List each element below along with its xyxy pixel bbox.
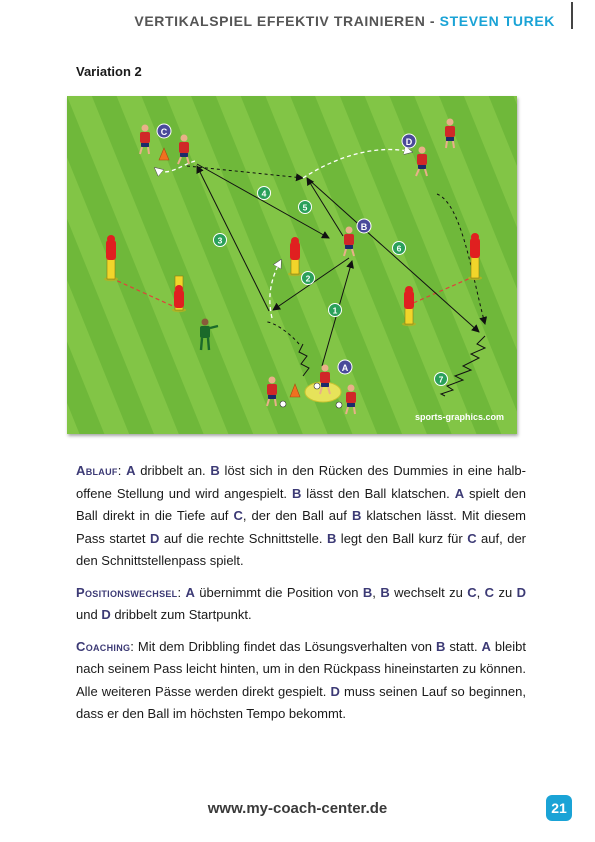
svg-text:A: A bbox=[341, 363, 349, 373]
player-ref: D bbox=[101, 607, 111, 622]
text-span: : bbox=[117, 463, 127, 478]
text-span: spielt den Ball direkt in die Tiefe auf bbox=[76, 485, 526, 523]
page-number: 21 bbox=[546, 795, 572, 821]
svg-text:B: B bbox=[360, 222, 368, 232]
player-ref: B bbox=[380, 584, 390, 600]
training-diagram bbox=[67, 96, 517, 434]
paragraph-coaching bbox=[76, 636, 526, 726]
text-span: : bbox=[177, 584, 186, 600]
step-badge-6 bbox=[393, 242, 406, 255]
step-badge-1 bbox=[329, 304, 342, 317]
ball-icon bbox=[336, 402, 342, 408]
text-span: legt den Ball kurz für bbox=[336, 530, 468, 546]
text-span: bleibt nach seinem Pass leicht hinten, um in den Rückpass hineinstarten zu können. Alle weiteren Pässe werden direkt gespielt. bbox=[76, 638, 526, 699]
text-span: , der den Ball auf bbox=[242, 508, 352, 523]
badge-b bbox=[357, 219, 371, 233]
player-ref: B bbox=[291, 485, 302, 501]
player-ref: C bbox=[484, 584, 495, 600]
text-span: löst sich in den Rücken des Dummies in eine halboffene Stellung und wird angespielt. bbox=[76, 463, 527, 501]
player-ref: C bbox=[233, 508, 243, 523]
text-span: klatschen lässt. Mit diesem Pass startet bbox=[76, 508, 527, 546]
svg-text:C: C bbox=[160, 127, 168, 137]
svg-text:3: 3 bbox=[217, 235, 223, 246]
player-ref: A bbox=[126, 463, 136, 478]
badge-c bbox=[157, 124, 171, 138]
variation-title: Variation 2 bbox=[76, 64, 142, 79]
text-span: zu bbox=[494, 584, 517, 600]
diagram-watermark: sports-graphics.com bbox=[414, 412, 504, 422]
label-ablauf: Ablauf bbox=[76, 463, 118, 478]
player-ref: D bbox=[330, 683, 340, 699]
text-span: dribbelt an. bbox=[135, 463, 211, 478]
svg-text:2: 2 bbox=[305, 273, 311, 284]
svg-text:1: 1 bbox=[332, 305, 338, 316]
svg-text:7: 7 bbox=[438, 374, 444, 385]
step-badge-4 bbox=[258, 187, 271, 200]
label-coaching: Coaching bbox=[76, 638, 131, 654]
player-ref: D bbox=[149, 530, 160, 546]
text-span: wechselt zu bbox=[389, 584, 468, 600]
step-badge-5 bbox=[299, 201, 312, 214]
text-span: , bbox=[372, 584, 381, 600]
text-span: lässt den Ball klatschen. bbox=[301, 485, 455, 501]
step-badge-7 bbox=[435, 373, 448, 386]
text-span: , bbox=[476, 584, 485, 600]
text-span: dribbelt zum Startpunkt. bbox=[110, 607, 252, 622]
step-badge-2 bbox=[302, 272, 315, 285]
player-ref: C bbox=[467, 584, 477, 600]
player-ref: D bbox=[516, 584, 526, 600]
text-span: muss seinen Lauf so beginnen, dass er den Ball im höchsten Tempo bekommt. bbox=[76, 683, 526, 721]
player-ref: B bbox=[362, 584, 373, 600]
description-text bbox=[76, 460, 526, 735]
player-ref: B bbox=[351, 508, 362, 523]
page-header bbox=[134, 13, 555, 29]
text-span: auf, der den Schnittstellenpass spielt. bbox=[76, 530, 527, 568]
header-title: VERTIKALSPIEL EFFEKTIV TRAINIEREN - bbox=[134, 13, 436, 29]
text-span: : Mit dem Dribbling findet das Lösungsverhalten von bbox=[130, 638, 437, 654]
player-ref: A bbox=[481, 638, 491, 654]
badge-a bbox=[338, 360, 352, 374]
ball-icon bbox=[314, 383, 320, 389]
text-span: übernimmt die Position von bbox=[194, 584, 363, 600]
footer-url: www.my-coach-center.de bbox=[207, 800, 388, 817]
paragraph-ablauf bbox=[76, 460, 526, 573]
text-span: und bbox=[76, 607, 102, 622]
header-author: STEVEN TUREK bbox=[439, 13, 555, 29]
svg-text:4: 4 bbox=[261, 188, 267, 199]
ball-icon bbox=[280, 401, 286, 407]
svg-text:5: 5 bbox=[302, 202, 308, 213]
svg-text:D: D bbox=[405, 137, 413, 147]
player-ref: B bbox=[210, 463, 220, 478]
paragraph-positionswechsel bbox=[76, 582, 526, 627]
badge-d bbox=[402, 134, 416, 148]
player-ref: A bbox=[185, 584, 195, 600]
player-ref: A bbox=[454, 485, 465, 501]
step-badge-3 bbox=[214, 234, 227, 247]
label-positionswechsel: Positionswechsel bbox=[76, 584, 178, 600]
svg-text:6: 6 bbox=[396, 243, 402, 254]
player-ref: B bbox=[326, 530, 337, 546]
player-ref: C bbox=[467, 530, 477, 546]
text-span: auf die rechte Schnittstelle. bbox=[159, 530, 327, 546]
header-rule bbox=[571, 2, 573, 29]
text-span: statt. bbox=[445, 638, 482, 654]
player-ref: B bbox=[436, 638, 446, 654]
